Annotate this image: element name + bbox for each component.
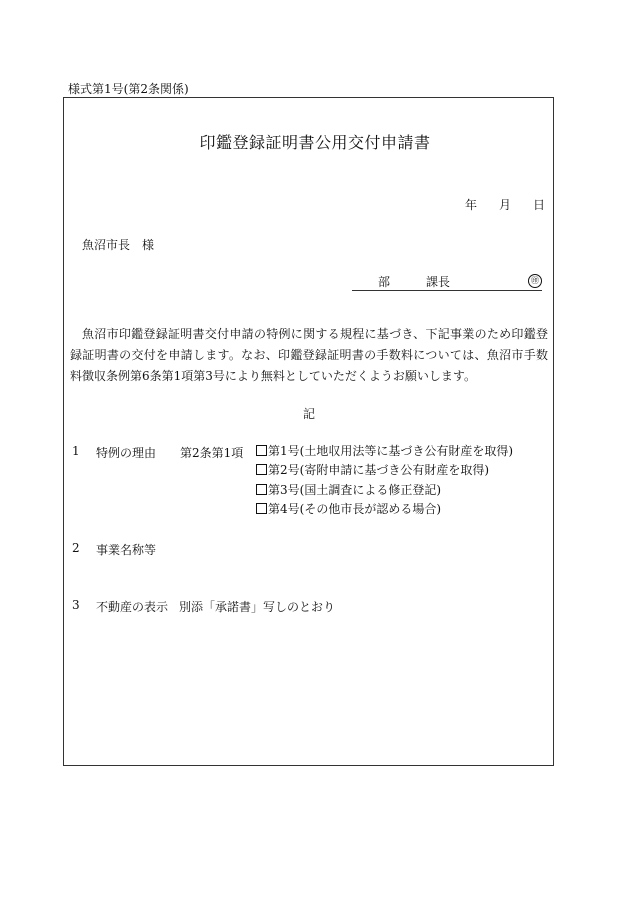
item-number: 1 [72,444,80,458]
item-property-display [72,598,472,614]
checkbox-icon[interactable] [256,484,267,495]
item-label: 特例の理由 [96,446,157,460]
applicant-signature-line [352,273,542,291]
checkbox-icon[interactable] [256,503,267,514]
item-label: 事業名称等 [96,543,157,557]
seal-icon: ㊞ [528,274,542,288]
day-label: 日 [532,198,545,212]
department-label: 部 [378,275,391,289]
checkbox-icon[interactable] [256,464,267,475]
item-label: 不動産の表示 [96,600,169,614]
option-label: 第4号(その他市長が認める場合) [268,502,441,516]
month-label: 月 [498,198,511,212]
reason-option-3[interactable] [256,483,441,497]
item-project-name [72,541,372,557]
addressee-honorific: 様 [142,238,155,252]
clause-reference: 第2条第1項 [180,446,244,460]
item-special-reason [72,444,542,524]
checkbox-icon[interactable] [256,445,267,456]
application-body-text: 魚沼市印鑑登録証明書交付申請の特例に関する規程に基づき、下記事業のため印鑑登録証明書の交付を申請します。なお、印鑑登録証明書の手数料については、魚沼市手数料徴収条例第6条第1項第3号により無料としていただくようお願いします。 [70,327,548,383]
option-label: 第3号(国土調査による修正登記) [268,483,441,497]
date-line [465,196,545,213]
form-number: 様式第1号(第2条関係) [68,82,189,96]
addressee [82,236,154,253]
year-label: 年 [464,198,477,212]
section-chief-label: 課長 [426,275,451,289]
item-value: 別添「承諾書」写しのとおり [179,600,336,614]
item-number: 3 [72,598,80,612]
addressee-name: 魚沼市長 [82,238,131,252]
item-number: 2 [72,541,80,555]
reason-option-1[interactable] [256,444,513,458]
reason-option-2[interactable] [256,463,489,477]
ki-heading: 記 [302,407,315,421]
reason-option-4[interactable] [256,502,441,516]
document-title: 印鑑登録証明書公用交付申請書 [199,133,431,152]
option-label: 第2号(寄附申請に基づき公有財産を取得) [268,463,489,477]
option-label: 第1号(土地収用法等に基づき公有財産を取得) [268,444,513,458]
